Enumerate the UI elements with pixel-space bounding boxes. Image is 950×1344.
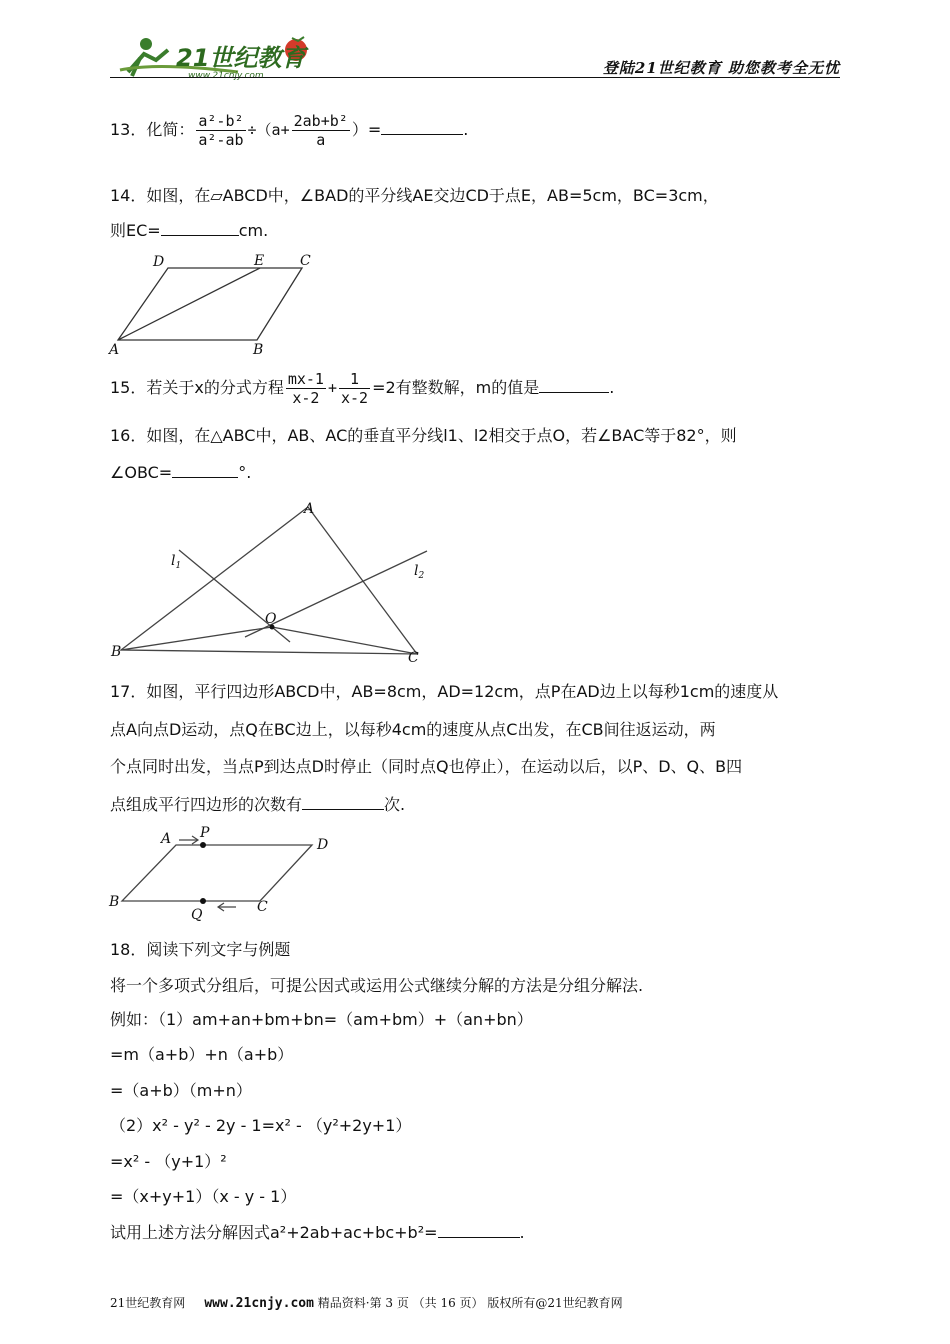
footer-url[interactable]: www.21cnjy.com (204, 1296, 314, 1311)
logo-graphic (118, 32, 318, 80)
question-15 (110, 370, 614, 407)
q13-f2-numerator: 2ab+b² (293, 112, 348, 130)
q18-example1-line2: =m（a+b）+n（a+b） (110, 1045, 294, 1064)
q17-line4-suffix: 次. (384, 795, 406, 814)
q16-label-B: B (111, 644, 122, 660)
q15-plus: + (327, 379, 337, 397)
q13-prefix: 13．化简： (110, 120, 195, 139)
q14-line2-prefix: 则EC= (110, 221, 161, 240)
q13-divide: ÷（a+ (247, 121, 290, 139)
q14-label-C: C (300, 253, 311, 269)
logo-text: 21世纪教育 (176, 44, 306, 72)
footer-site: 21世纪教育网 (110, 1296, 186, 1310)
q15-prefix: 15．若关于x的分式方程 (110, 378, 284, 397)
q18-intro: 将一个多项式分组后，可提公因式或运用公式继续分解的方法是分组分解法. (110, 976, 644, 995)
q17-parallelogram-figure (105, 822, 345, 922)
q18-example2-line2: =x² - （y+1）² (110, 1152, 227, 1171)
q16-label-A: A (304, 501, 315, 517)
q16-answer-blank[interactable] (172, 463, 238, 478)
q15-suffix: =2有整数解，m的值是 (372, 378, 540, 397)
q16-triangle-ABC (121, 507, 417, 654)
q18-example1-line3: =（a+b）（m+n） (110, 1081, 252, 1100)
q17-point-Q (200, 898, 206, 904)
q18-task-suffix: . (519, 1223, 525, 1242)
q18-example2-line1: （2）x² - y² - 2y - 1=x² - （y²+2y+1） (110, 1116, 412, 1135)
header-slogan: 登陆21世纪教育 助您教考全无忧 (602, 59, 840, 77)
q14-line2 (110, 221, 268, 241)
q15-f2-denominator: x-2 (341, 389, 369, 407)
q17-label-P: P (200, 825, 210, 841)
q18-example1-line1: 例如：（1）am+an+bm+bn=（am+bm）+（an+bn） (110, 1010, 533, 1029)
q17-line1: 17．如图，平行四边形ABCD中，AB=8cm，AD=12cm，点P在AD边上以每秒1cm的速度从 (110, 682, 779, 701)
q17-label-D: D (317, 837, 329, 853)
q17-label-Q: Q (191, 907, 203, 922)
q14-bisector-AE (118, 268, 260, 340)
q16-label-l2: $l_2$ (414, 563, 425, 581)
q17-line4 (110, 795, 405, 815)
q13-fraction-2 (292, 112, 350, 149)
q18-answer-blank[interactable] (438, 1223, 520, 1238)
q17-line2: 点A向点D运动，点Q在BC边上，以每秒4cm的速度从点C出发，在CB间往返运动，两 (110, 720, 716, 739)
q14-parallelogram (118, 268, 302, 340)
q17-label-C: C (257, 899, 268, 915)
q14-label-E: E (254, 253, 265, 269)
q15-fraction-2 (339, 370, 370, 407)
q14-line1: 14．如图，在▱ABCD中，∠BAD的平分线AE交边CD于点E，AB=5cm，BC=3cm， (110, 186, 719, 205)
q13-answer-blank[interactable] (381, 120, 463, 135)
q17-label-A: A (161, 831, 172, 847)
q14-label-B: B (253, 342, 264, 358)
q15-f2-numerator: 1 (339, 370, 370, 389)
q18-title: 18．阅读下列文字与例题 (110, 940, 291, 959)
q14-label-D: D (153, 254, 165, 270)
q13-suffix: ）= (351, 120, 382, 139)
q17-label-B: B (109, 894, 120, 910)
q14-label-A: A (109, 342, 120, 358)
q15-f1-denominator: x-2 (292, 389, 320, 407)
q13-f1-numerator: a²-b² (198, 112, 244, 130)
q14-answer-blank[interactable] (161, 221, 239, 236)
page-footer (110, 1294, 623, 1311)
logo-url: www.21cnjy.com (188, 71, 264, 80)
q16-label-O: O (265, 611, 277, 627)
q17-line3: 个点同时出发，当点P到达点D时停止（同时点Q也停止），在运动以后，以P、D、Q、B四 (110, 757, 743, 776)
q16-label-l1: $l_1$ (171, 553, 182, 571)
q14-line2-suffix: cm. (238, 221, 269, 240)
question-13 (110, 112, 468, 149)
q15-end: . (609, 378, 615, 397)
footer-info: 精品资料·第 3 页 （共 16 页） 版权所有@21世纪教育网 (317, 1296, 623, 1310)
q13-f1-denominator: a²-ab (198, 131, 244, 149)
q17-point-P (200, 842, 206, 848)
q16-segment-OC (272, 627, 417, 654)
q13-fraction-1 (196, 112, 245, 149)
q15-answer-blank[interactable] (539, 378, 609, 393)
q17-parallelogram-ABCD (122, 845, 312, 901)
q14-parallelogram-figure (105, 248, 325, 358)
q15-f1-numerator: mx-1 (287, 370, 324, 388)
header-divider (110, 77, 840, 78)
q16-triangle-figure (105, 495, 435, 670)
q18-example2-line3: =（x+y+1）（x - y - 1） (110, 1187, 297, 1206)
q16-line1: 16．如图，在△ABC中，AB、AC的垂直平分线l1、l2相交于点O，若∠BAC等于82°，则 (110, 426, 737, 445)
logo (118, 32, 318, 80)
q16-line2-suffix: °. (238, 463, 252, 482)
q17-answer-blank[interactable] (302, 795, 384, 810)
q18-task-prefix: 试用上述方法分解因式a²+2ab+ac+bc+b²= (110, 1223, 438, 1242)
q17-line4-prefix: 点组成平行四边形的次数有 (110, 795, 303, 814)
q16-segment-OB (121, 627, 272, 650)
q16-line2-prefix: ∠OBC= (110, 463, 173, 482)
q16-line2 (110, 463, 251, 483)
q13-f2-denominator: a (316, 131, 326, 149)
q13-end: . (463, 120, 469, 139)
q16-label-C: C (408, 650, 419, 666)
q15-fraction-1 (286, 370, 326, 407)
q18-task (110, 1223, 525, 1243)
